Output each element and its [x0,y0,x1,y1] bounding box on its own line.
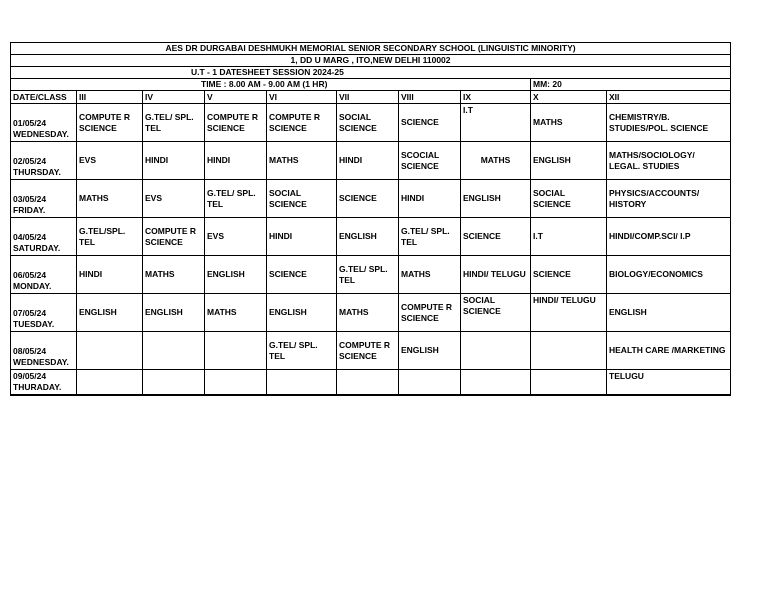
row-date: 09/05/24 [13,371,47,382]
subject-cell: ENGLISH [267,294,337,332]
subject-cell: MATHS/SOCIOLOGY/ LEGAL. STUDIES [607,142,731,180]
subject-cell: ENGLISH [205,256,267,294]
column-header-class-viii: VIII [399,91,461,104]
subject-cell: HINDI [399,180,461,218]
subject-cell: HINDI [267,218,337,256]
subject-cell: HINDI [205,142,267,180]
subject-cell: CHEMISTRY/B. STUDIES/POL. SCIENCE [607,104,731,142]
max-marks: MM: 20 [531,79,731,91]
subject-cell: EVS [143,180,205,218]
column-header-class-xii: XII [607,91,731,104]
subject-cell: HINDI/ TELUGU [531,294,607,332]
subject-cell [531,370,607,396]
row-day: WEDNESDAY. [13,129,69,140]
row-date-cell [11,180,77,218]
subject-cell: COMPUTE R SCIENCE [143,218,205,256]
row-date: 03/05/24 [13,194,47,205]
subject-cell: G.TEL/ SPL. TEL [143,104,205,142]
subject-cell: HEALTH CARE /MARKETING [607,332,731,370]
subject-cell [143,332,205,370]
column-header-class-ix: IX [461,91,531,104]
subject-cell: PHYSICS/ACCOUNTS/ HISTORY [607,180,731,218]
subject-cell: MATHS [399,256,461,294]
exam-title: U.T - 1 DATESHEET SESSION 2024-25 [11,67,731,79]
subject-cell: ENGLISH [607,294,731,332]
subject-cell: SOCIAL SCIENCE [461,294,531,332]
subject-cell: ENGLISH [337,218,399,256]
subject-cell: G.TEL/ SPL. TEL [399,218,461,256]
row-day: SATURDAY. [13,243,61,254]
subject-cell: HINDI/COMP.SCI/ I.P [607,218,731,256]
subject-cell: HINDI [337,142,399,180]
subject-cell: ENGLISH [531,142,607,180]
datesheet [10,42,730,396]
subject-cell [399,370,461,396]
subject-cell: MATHS [267,142,337,180]
row-date: 02/05/24 [13,156,47,167]
subject-cell: COMPUTE R SCIENCE [205,104,267,142]
school-name: AES DR DURGABAI DESHMUKH MEMORIAL SENIOR SECONDARY SCHOOL (LINGUISTIC MINORITY) [11,43,731,55]
column-header-class-vii: VII [337,91,399,104]
subject-cell: SCIENCE [531,256,607,294]
subject-cell: HINDI [143,142,205,180]
table-row [11,142,731,180]
table-row [11,104,731,142]
subject-cell [77,370,143,396]
datesheet-table [10,42,731,396]
subject-cell: TELUGU [607,370,731,396]
subject-cell [461,370,531,396]
subject-cell: SCIENCE [337,180,399,218]
subject-cell: ENGLISH [461,180,531,218]
table-row [11,294,731,332]
subject-cell: SOCIAL SCIENCE [267,180,337,218]
subject-cell: ENGLISH [143,294,205,332]
row-date: 08/05/24 [13,346,47,357]
row-date-cell [11,370,77,396]
subject-cell: MATHS [143,256,205,294]
column-header-class-x: X [531,91,607,104]
subject-cell [205,332,267,370]
subject-cell: ENGLISH [399,332,461,370]
subject-cell [531,332,607,370]
column-header-class-vi: VI [267,91,337,104]
row-date-cell [11,256,77,294]
subject-cell: COMPUTE R SCIENCE [267,104,337,142]
subject-cell: SCOCIAL SCIENCE [399,142,461,180]
row-date: 07/05/24 [13,308,47,319]
table-row [11,332,731,370]
table-row [11,218,731,256]
subject-cell [461,332,531,370]
subject-cell: SOCIAL SCIENCE [337,104,399,142]
subject-cell: HINDI [77,256,143,294]
row-day: THURSDAY. [13,167,61,178]
subject-cell: I.T [531,218,607,256]
row-day: FRIDAY. [13,205,46,216]
row-date: 01/05/24 [13,118,47,129]
column-header-date-class: DATE/CLASS [11,91,77,104]
subject-cell: HINDI/ TELUGU [461,256,531,294]
subject-cell: I.T [461,104,531,142]
column-header-class-iv: IV [143,91,205,104]
subject-cell [205,370,267,396]
subject-cell: SCIENCE [461,218,531,256]
row-date-cell [11,104,77,142]
row-day: THURADAY. [13,382,62,393]
row-date-cell [11,332,77,370]
subject-cell: SCIENCE [399,104,461,142]
subject-cell: SCIENCE [267,256,337,294]
column-header-class-iii: III [77,91,143,104]
table-row [11,180,731,218]
subject-cell: EVS [205,218,267,256]
column-header-class-v: V [205,91,267,104]
subject-cell [337,370,399,396]
row-day: WEDNESDAY. [13,357,69,368]
subject-cell: MATHS [205,294,267,332]
school-address: 1, DD U MARG , ITO,NEW DELHI 110002 [11,55,731,67]
row-day: TUESDAY. [13,319,55,330]
row-date-cell [11,294,77,332]
row-date: 06/05/24 [13,270,47,281]
subject-cell [267,370,337,396]
row-date: 04/05/24 [13,232,47,243]
subject-cell: SOCIAL SCIENCE [531,180,607,218]
subject-cell: MATHS [77,180,143,218]
subject-cell [77,332,143,370]
subject-cell: MATHS [531,104,607,142]
subject-cell: MATHS [337,294,399,332]
row-day: MONDAY. [13,281,52,292]
table-row [11,370,731,396]
table-row [11,256,731,294]
subject-cell [143,370,205,396]
subject-cell: COMPUTE R SCIENCE [337,332,399,370]
subject-cell: MATHS [461,142,531,180]
subject-cell: G.TEL/ SPL. TEL [337,256,399,294]
subject-cell: G.TEL/ SPL. TEL [267,332,337,370]
exam-time: TIME : 8.00 AM - 9.00 AM (1 HR) [11,79,531,91]
subject-cell: COMPUTE R SCIENCE [399,294,461,332]
subject-cell: ENGLISH [77,294,143,332]
subject-cell: BIOLOGY/ECONOMICS [607,256,731,294]
subject-cell: G.TEL/SPL. TEL [77,218,143,256]
row-date-cell [11,142,77,180]
row-date-cell [11,218,77,256]
subject-cell: G.TEL/ SPL. TEL [205,180,267,218]
subject-cell: COMPUTE R SCIENCE [77,104,143,142]
subject-cell: EVS [77,142,143,180]
